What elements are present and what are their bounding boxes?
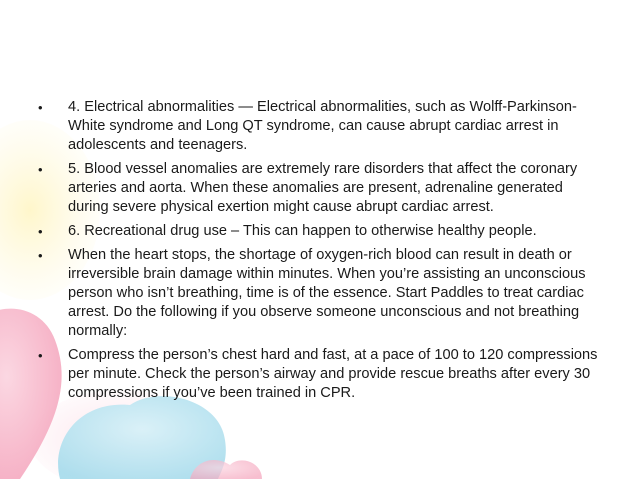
bullet-item-heart-stops — [38, 246, 598, 341]
bullet-item-compressions — [38, 346, 598, 403]
bullet-item-blood-vessel — [38, 160, 598, 217]
slide-body — [38, 98, 598, 408]
bullet-marker: • — [38, 248, 43, 263]
bullet-text: When the heart stops, the shortage of oxygen-rich blood can result in death or irreversible brain damage within minutes. When you’re assisting an unconscious person who isn’t breathing, time is of the essence. Start Paddles to treat cardiac arrest. Do the following if you observe someone unconscious and not breathing normally: — [68, 247, 586, 339]
bullet-item-drug-use — [38, 222, 598, 241]
bullet-text: 6. Recreational drug use – This can happen to otherwise healthy people. — [68, 223, 537, 239]
bullet-marker: • — [38, 162, 43, 177]
bullet-marker: • — [38, 224, 43, 239]
bullet-text: 4. Electrical abnormalities — Electrical abnormalities, such as Wolff-Parkinson-White syndrome and Long QT syndrome, can cause abrupt cardiac arrest in adolescents and teenagers. — [68, 99, 577, 153]
bullet-list — [38, 98, 598, 403]
bullet-text: 5. Blood vessel anomalies are extremely rare disorders that affect the coronary arteries and aorta. When these anomalies are present, adrenaline generated during severe physical exertion might cause abrupt cardiac arrest. — [68, 161, 578, 215]
bullet-marker: • — [38, 348, 43, 363]
bullet-marker: • — [38, 100, 43, 115]
bullet-item-electrical — [38, 98, 598, 155]
bullet-text: Compress the person’s chest hard and fast, at a pace of 100 to 120 compressions per minute. Check the person’s airway and provide rescue breaths after every 30 compressions if you’ve been trained in CPR. — [68, 347, 598, 401]
